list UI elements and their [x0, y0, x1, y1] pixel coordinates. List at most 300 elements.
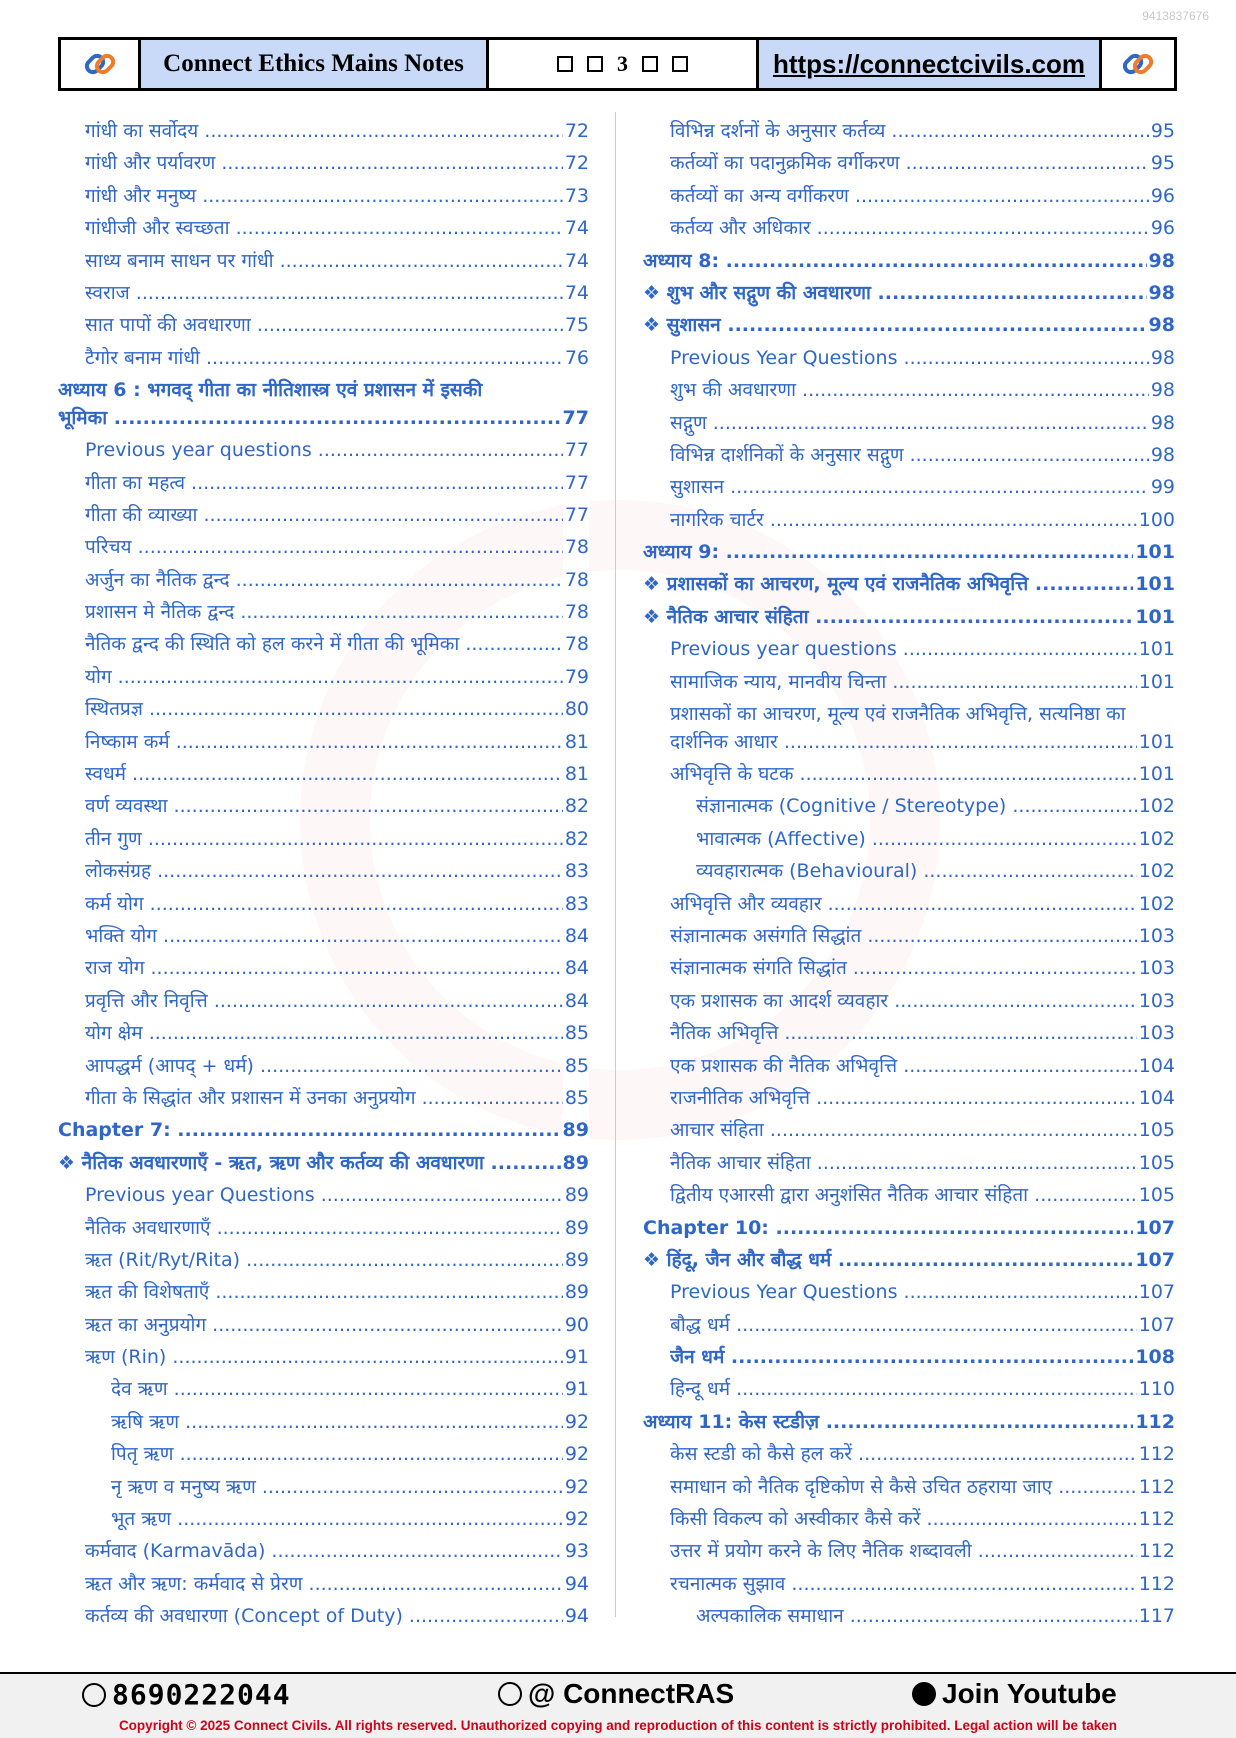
toc-entry[interactable] [643, 1471, 1175, 1503]
toc-entry[interactable] [643, 180, 1175, 212]
toc-entry-title: ऋण (Rin) ..... [85, 1341, 589, 1373]
toc-entry[interactable] [643, 1373, 1175, 1405]
toc-entry-title: नैतिक आचार संहिता ..... [670, 1147, 1175, 1179]
toc-entry[interactable] [643, 277, 1175, 309]
toc-entry-page: 83 [563, 888, 589, 920]
toc-entry[interactable] [58, 531, 589, 563]
toc-entry-title: सात पापों की अवधारणा ..... [85, 309, 589, 341]
toc-entry-title: नृ ऋण व मनुष्य ऋण ..... [111, 1471, 589, 1503]
toc-entry[interactable] [643, 1535, 1175, 1567]
toc-entry-title: Previous Year Questions ..... [670, 342, 1175, 374]
toc-entry-page: 91 [563, 1341, 589, 1373]
toc-entry[interactable] [58, 855, 589, 887]
toc-entry-page: 82 [563, 790, 589, 822]
toc-entry-title: गांधीजी और स्वच्छता ..... [85, 212, 589, 244]
toc-entry[interactable] [643, 1017, 1175, 1049]
toc-entry[interactable] [643, 1309, 1175, 1341]
toc-entry-page: 84 [563, 985, 589, 1017]
toc-entry[interactable] [643, 245, 1175, 277]
toc-entry-title: ऋत की विशेषताएँ ..... [85, 1276, 589, 1308]
toc-entry[interactable] [643, 985, 1175, 1017]
toc-entry[interactable] [643, 1082, 1175, 1114]
toc-entry[interactable] [58, 823, 589, 855]
logo-left [61, 40, 141, 88]
toc-entry-page: 103 [1137, 952, 1175, 984]
toc-entry-page: 98 [1147, 245, 1175, 277]
toc-entry-page: 103 [1137, 920, 1175, 952]
toc-entry-page: 101 [1137, 728, 1175, 756]
toc-entry-page: 78 [563, 628, 589, 660]
toc-entry-page: 96 [1149, 180, 1175, 212]
toc-entry[interactable] [643, 212, 1175, 244]
toc-entry-title: केस स्टडी को कैसे हल करें ..... [670, 1438, 1175, 1470]
toc-entry[interactable] [58, 180, 589, 212]
toc-entry[interactable] [643, 374, 1175, 406]
toc-entry[interactable] [58, 147, 589, 179]
toc-entry-title: टैगोर बनाम गांधी ..... [85, 342, 589, 374]
toc-entry-page: 78 [563, 531, 589, 563]
toc-entry[interactable] [643, 888, 1175, 920]
toc-entry[interactable] [58, 952, 589, 984]
toc-entry-page: 92 [563, 1406, 589, 1438]
toc-entry-title: किसी विकल्प को अस्वीकार कैसे करें ..... [670, 1503, 1175, 1535]
toc-entry-page: 102 [1137, 855, 1175, 887]
logo-right [1102, 40, 1174, 88]
toc-entry-page: 79 [563, 661, 589, 693]
toc-entry[interactable] [58, 628, 589, 660]
toc-entry[interactable] [643, 1341, 1175, 1373]
toc-entry-title: प्रवृत्ति और निवृत्ति ..... [85, 985, 589, 1017]
toc-entry-page: 112 [1137, 1438, 1175, 1470]
toc-entry[interactable] [58, 342, 589, 374]
toc-entry[interactable] [643, 855, 1175, 887]
toc-entry[interactable] [58, 1309, 589, 1341]
square-glyph [642, 56, 658, 72]
toc-entry-title: गीता की व्याख्या ..... [85, 499, 589, 531]
page-number-cell [489, 40, 759, 88]
toc-entry[interactable] [58, 1503, 589, 1535]
telegram-icon [498, 1682, 522, 1706]
toc-entry[interactable] [643, 1438, 1175, 1470]
toc-entry-page: 101 [1133, 536, 1175, 568]
toc-entry[interactable] [643, 1212, 1175, 1244]
toc-entry-title: ऋत का अनुप्रयोग ..... [85, 1309, 589, 1341]
toc-entry[interactable] [58, 1568, 589, 1600]
toc-entry-title: आपद्धर्म (आपद् + धर्म) ..... [85, 1050, 589, 1082]
toc-entry-title: स्वधर्म ..... [85, 758, 589, 790]
toc-entry-title: व्यवहारात्मक (Behavioural) ..... [696, 855, 1175, 887]
toc-entry[interactable] [58, 499, 589, 531]
toc-entry[interactable] [643, 790, 1175, 822]
toc-entry-title: जैन धर्म ..... [670, 1341, 1175, 1373]
document-id: 9413837676 [1142, 9, 1209, 23]
toc-entry[interactable] [58, 985, 589, 1017]
toc-entry-page: 98 [1149, 374, 1175, 406]
toc-entry[interactable] [58, 1050, 589, 1082]
toc-left-column [58, 115, 589, 1633]
toc-entry-page: 77 [563, 434, 589, 466]
toc-entry-title: अर्जुन का नैतिक द्वन्द ..... [85, 564, 589, 596]
toc-entry-page: 103 [1137, 1017, 1175, 1049]
toc-entry[interactable] [58, 726, 589, 758]
toc-entry[interactable] [58, 1406, 589, 1438]
toc-entry-title: रचनात्मक सुझाव ..... [670, 1568, 1175, 1600]
toc-entry[interactable] [643, 952, 1175, 984]
toc-entry-title: परिचय ..... [85, 531, 589, 563]
youtube-icon [912, 1682, 936, 1706]
toc-entry[interactable] [58, 212, 589, 244]
toc-entry[interactable] [58, 467, 589, 499]
toc-entry-title: अध्याय 11: केस स्टडीज़ ..... [643, 1406, 1175, 1438]
toc-entry[interactable] [643, 698, 1175, 758]
toc-entry-page: 101 [1133, 568, 1175, 600]
toc-entry-page: 102 [1137, 790, 1175, 822]
toc-entry-title: प्रशासन मे नैतिक द्वन्द ..... [85, 596, 589, 628]
toc-entry-page: 73 [563, 180, 589, 212]
toc-entry-page: 94 [563, 1568, 589, 1600]
toc-entry[interactable] [58, 1341, 589, 1373]
toc-entry-title: संज्ञानात्मक (Cognitive / Stereotype) ..... [696, 790, 1175, 822]
toc-entry-page: 105 [1137, 1147, 1175, 1179]
toc-entry-page: 81 [563, 758, 589, 790]
toc-entry-title: संज्ञानात्मक असंगति सिद्धांत ..... [670, 920, 1175, 952]
toc-entry-title: नागरिक चार्टर ..... [670, 504, 1175, 536]
toc-entry[interactable] [643, 601, 1175, 633]
toc-entry-page: 95 [1149, 115, 1175, 147]
toc-entry-page: 72 [563, 115, 589, 147]
toc-entry-page: 101 [1133, 601, 1175, 633]
toc-entry[interactable] [643, 1050, 1175, 1082]
toc-entry[interactable] [643, 1147, 1175, 1179]
toc-entry[interactable] [58, 1471, 589, 1503]
toc-entry-page: 78 [563, 596, 589, 628]
toc-entry-page: 89 [563, 1244, 589, 1276]
telegram-contact[interactable] [498, 1678, 734, 1710]
toc-entry[interactable] [58, 115, 589, 147]
toc-entry-page: 99 [1149, 471, 1175, 503]
toc-entry-title: अध्याय 8: ..... [643, 245, 1175, 277]
toc-entry-page: 98 [1149, 342, 1175, 374]
toc-entry-page: 89 [563, 1276, 589, 1308]
toc-entry-title: ❖ नैतिक अवधारणाएँ - ऋत, ऋण और कर्तव्य की अवधारणा ..... [58, 1147, 589, 1179]
toc-entry[interactable] [643, 920, 1175, 952]
toc-entry-title: कर्तव्यों का पदानुक्रमिक वर्गीकरण ..... [670, 147, 1175, 179]
toc-entry[interactable] [58, 1082, 589, 1114]
toc-entry-page: 103 [1137, 985, 1175, 1017]
phone-number: 8690222044 [112, 1678, 291, 1711]
toc-entry-title: संज्ञानात्मक संगति सिद्धांत ..... [670, 952, 1175, 984]
toc-entry-title: ❖ नैतिक आचार संहिता ..... [643, 601, 1175, 633]
toc-entry-page: 107 [1137, 1309, 1175, 1341]
toc-entry-title: Previous year questions ..... [85, 434, 589, 466]
toc-entry-page: 107 [1133, 1212, 1175, 1244]
toc-entry[interactable] [643, 1568, 1175, 1600]
toc-entry-title: स्वराज ..... [85, 277, 589, 309]
toc-entry-page: 108 [1133, 1341, 1175, 1373]
toc-entry[interactable] [643, 471, 1175, 503]
toc-entry[interactable] [643, 568, 1175, 600]
toc-entry-title: सामाजिक न्याय, मानवीय चिन्ता ..... [670, 666, 1175, 698]
toc-entry-title: अभिवृत्ति और व्यवहार ..... [670, 888, 1175, 920]
toc-entry-page: 112 [1137, 1471, 1175, 1503]
square-glyph [587, 56, 603, 72]
toc-entry-title: राजनीतिक अभिवृत्ति ..... [670, 1082, 1175, 1114]
toc-entry[interactable] [58, 1276, 589, 1308]
toc-entry-page: 74 [563, 245, 589, 277]
toc-entry-title: Previous year Questions ..... [85, 1179, 589, 1211]
toc-entry-title: उत्तर में प्रयोग करने के लिए नैतिक शब्दावली ..... [670, 1535, 1175, 1567]
toc-entry[interactable] [58, 1179, 589, 1211]
toc-entry[interactable] [58, 434, 589, 466]
toc-entry[interactable] [58, 1212, 589, 1244]
toc-entry-title: राज योग ..... [85, 952, 589, 984]
toc-entry-title: ऋषि ऋण ..... [111, 1406, 589, 1438]
page-header [58, 37, 1177, 91]
toc-entry-page: 80 [563, 693, 589, 725]
toc-entry-title: विभिन्न दर्शनों के अनुसार कर्तव्य ..... [670, 115, 1175, 147]
toc-entry-title: आचार संहिता ..... [670, 1114, 1175, 1146]
toc-entry-page: 77 [561, 404, 589, 432]
toc-entry-title: ❖ प्रशासकों का आचरण, मूल्य एवं राजनैतिक अभिवृत्ति ..... [643, 568, 1175, 600]
toc-entry-title: लोकसंग्रह ..... [85, 855, 589, 887]
toc-entry-title: विभिन्न दार्शनिकों के अनुसार सद्गुण ..... [670, 439, 1175, 471]
toc-entry[interactable] [643, 147, 1175, 179]
toc-entry-title: गांधी और मनुष्य ..... [85, 180, 589, 212]
toc-entry[interactable] [58, 245, 589, 277]
toc-entry[interactable] [643, 1503, 1175, 1535]
toc-entry-page: 89 [561, 1147, 589, 1179]
toc-entry[interactable] [58, 920, 589, 952]
toc-entry-page: 107 [1133, 1244, 1175, 1276]
toc-entry-page: 72 [563, 147, 589, 179]
toc-entry[interactable] [58, 1438, 589, 1470]
toc-entry-title: योग ..... [85, 661, 589, 693]
toc-entry[interactable] [643, 1276, 1175, 1308]
column-divider [615, 112, 616, 1617]
toc-entry-title: शुभ की अवधारणा ..... [670, 374, 1175, 406]
toc-entry-page: 107 [1137, 1276, 1175, 1308]
toc-entry[interactable] [58, 693, 589, 725]
toc-entry[interactable] [58, 1017, 589, 1049]
toc-entry[interactable] [643, 504, 1175, 536]
toc-entry-title: कर्तव्यों का अन्य वर्गीकरण ..... [670, 180, 1175, 212]
toc-entry-page: 101 [1137, 666, 1175, 698]
toc-entry-page: 83 [563, 855, 589, 887]
toc-entry-page: 74 [563, 212, 589, 244]
toc-entry-title: गीता के सिद्धांत और प्रशासन में उनका अनुप्रयोग ..... [85, 1082, 589, 1114]
toc-entry-title: निष्काम कर्म ..... [85, 726, 589, 758]
toc-entry-title: ऋत (Rit/Ryt/Rita) ..... [85, 1244, 589, 1276]
toc-entry-page: 95 [1149, 147, 1175, 179]
toc-entry-title-line2: भूमिका ..... [58, 404, 589, 432]
toc-entry-page: 82 [563, 823, 589, 855]
toc-entry-page: 100 [1137, 504, 1175, 536]
toc-entry-title: ❖ हिंदू, जैन और बौद्ध धर्म ..... [643, 1244, 1175, 1276]
toc-entry-page: 112 [1137, 1503, 1175, 1535]
toc-entry[interactable] [58, 1373, 589, 1405]
toc-entry-title: तीन गुण ..... [85, 823, 589, 855]
toc-entry-title: Previous Year Questions ..... [670, 1276, 1175, 1308]
telegram-handle: @ ConnectRAS [528, 1678, 735, 1709]
toc-entry[interactable] [643, 666, 1175, 698]
toc-entry-title: हिन्दू धर्म ..... [670, 1373, 1175, 1405]
website-link[interactable] [759, 40, 1102, 88]
toc-entry[interactable] [643, 342, 1175, 374]
toc-entry[interactable] [58, 1600, 589, 1632]
toc-entry-page: 112 [1137, 1535, 1175, 1567]
toc-entry-page: 104 [1137, 1050, 1175, 1082]
toc-entry-page: 89 [561, 1114, 589, 1146]
toc-entry-title: नैतिक अवधारणाएँ ..... [85, 1212, 589, 1244]
toc-entry[interactable] [58, 374, 589, 434]
toc-entry-page: 77 [563, 467, 589, 499]
toc-entry-page: 93 [563, 1535, 589, 1567]
toc-entry[interactable] [643, 823, 1175, 855]
toc-entry-title: बौद्ध धर्म ..... [670, 1309, 1175, 1341]
toc-entry[interactable] [58, 596, 589, 628]
toc-entry-title: गीता का महत्व ..... [85, 467, 589, 499]
toc-entry-title: देव ऋण ..... [111, 1373, 589, 1405]
toc-entry-page: 92 [563, 1503, 589, 1535]
toc-entry[interactable] [58, 790, 589, 822]
toc-entry-page: 110 [1137, 1373, 1175, 1405]
toc-entry[interactable] [58, 1114, 589, 1146]
toc-entry-title: गांधी और पर्यावरण ..... [85, 147, 589, 179]
toc-entry[interactable] [643, 1406, 1175, 1438]
copyright-notice: Copyright © 2025 Connect Civils. All rights reserved. Unauthorized copying and reproduction of this content is strictly prohibited. Legal action will be taken [118, 1718, 1118, 1733]
youtube-link[interactable] [912, 1678, 1117, 1710]
toc-entry[interactable] [58, 1244, 589, 1276]
toc-entry[interactable] [643, 633, 1175, 665]
toc-entry-title: भूत ऋण ..... [111, 1503, 589, 1535]
header-title: Connect Ethics Mains Notes [141, 40, 489, 88]
toc-entry-title: अभिवृत्ति के घटक ..... [670, 758, 1175, 790]
square-glyph [672, 56, 688, 72]
youtube-label: Join Youtube [942, 1678, 1117, 1709]
toc-entry-page: 85 [563, 1017, 589, 1049]
toc-entry[interactable] [643, 1244, 1175, 1276]
toc-entry-title: भक्ति योग ..... [85, 920, 589, 952]
toc-entry-title: स्थितप्रज्ञ ..... [85, 693, 589, 725]
toc-entry-page: 91 [563, 1373, 589, 1405]
toc-entry-page: 89 [563, 1179, 589, 1211]
toc-entry-title: Chapter 10: ..... [643, 1212, 1175, 1244]
toc-entry-page: 112 [1137, 1568, 1175, 1600]
toc-entry-page: 85 [563, 1050, 589, 1082]
toc-entry[interactable] [58, 1535, 589, 1567]
toc-entry-title: कर्तव्य की अवधारणा (Concept of Duty) ..... [85, 1600, 589, 1632]
toc-entry[interactable] [643, 115, 1175, 147]
link-icon [1118, 44, 1158, 84]
toc-entry-page: 92 [563, 1471, 589, 1503]
toc-entry[interactable] [643, 758, 1175, 790]
toc-entry[interactable] [58, 1147, 589, 1179]
toc-entry-title: कर्तव्य और अधिकार ..... [670, 212, 1175, 244]
link-icon [80, 44, 120, 84]
toc-entry-page: 84 [563, 952, 589, 984]
toc-entry-title: ❖ शुभ और सद्गुण की अवधारणा ..... [643, 277, 1175, 309]
toc-entry-page: 101 [1137, 758, 1175, 790]
phone-contact[interactable] [82, 1678, 291, 1711]
toc-entry-page: 96 [1149, 212, 1175, 244]
page-number: 3 [617, 51, 628, 76]
toc-entry-page: 117 [1137, 1600, 1175, 1632]
toc-entry[interactable] [643, 1114, 1175, 1146]
toc-entry-page: 84 [563, 920, 589, 952]
square-glyph [557, 56, 573, 72]
toc-entry-title: योग क्षेम ..... [85, 1017, 589, 1049]
toc-entry-title: सद्गुण ..... [670, 407, 1175, 439]
toc-entry[interactable] [643, 439, 1175, 471]
toc-entry-page: 112 [1133, 1406, 1175, 1438]
toc-entry-page: 105 [1137, 1114, 1175, 1146]
toc-entry[interactable] [58, 661, 589, 693]
toc-entry-page: 101 [1137, 633, 1175, 665]
toc-entry-page: 104 [1137, 1082, 1175, 1114]
toc-right-column [643, 115, 1175, 1633]
toc-entry-title: समाधान को नैतिक दृष्टिकोण से कैसे उचित ठहराया जाए ..... [670, 1471, 1175, 1503]
toc-entry-title: नैतिक द्वन्द की स्थिति को हल करने में गीता की भूमिका ..... [85, 628, 589, 660]
toc-entry-page: 74 [563, 277, 589, 309]
toc-entry-title: नैतिक अभिवृत्ति ..... [670, 1017, 1175, 1049]
toc-entry[interactable] [643, 1179, 1175, 1211]
toc-entry-page: 98 [1147, 309, 1175, 341]
toc-entry-title-line2: दार्शनिक आधार ..... [670, 728, 1175, 756]
toc-entry-title: द्वितीय एआरसी द्वारा अनुशंसित नैतिक आचार संहिता ..... [670, 1179, 1175, 1211]
toc-entry[interactable] [643, 1600, 1175, 1632]
toc-entry-page: 89 [563, 1212, 589, 1244]
toc-entry-title: गांधी का सर्वोदय ..... [85, 115, 589, 147]
toc-entry-title: एक प्रशासक का आदर्श व्यवहार ..... [670, 985, 1175, 1017]
phone-icon [82, 1683, 106, 1707]
website-url[interactable]: https://connectcivils.com [772, 48, 1086, 79]
toc-entry-title: ❖ सुशासन ..... [643, 309, 1175, 341]
toc-entry-page: 75 [563, 309, 589, 341]
toc-entry-title: भावात्मक (Affective) ..... [696, 823, 1175, 855]
toc-entry-title: पितृ ऋण ..... [111, 1438, 589, 1470]
toc-entry-page: 98 [1149, 407, 1175, 439]
toc-entry-page: 78 [563, 564, 589, 596]
toc-entry-page: 81 [563, 726, 589, 758]
toc-entry[interactable] [58, 277, 589, 309]
toc-entry[interactable] [58, 888, 589, 920]
toc-entry-page: 102 [1137, 823, 1175, 855]
toc-entry-page: 102 [1137, 888, 1175, 920]
toc-entry-title: Chapter 7: ..... [58, 1114, 589, 1146]
toc-entry-title: वर्ण व्यवस्था ..... [85, 790, 589, 822]
toc-entry-page: 92 [563, 1438, 589, 1470]
page-footer [0, 1672, 1236, 1738]
toc-entry-title: ऋत और ऋण: कर्मवाद से प्रेरण ..... [85, 1568, 589, 1600]
toc-entry-page: 85 [563, 1082, 589, 1114]
toc-entry-title: Previous year questions ..... [670, 633, 1175, 665]
toc-entry-title-line1: अध्याय 6 : भगवद् गीता का नीतिशास्त्र एवं प्रशासन में इसकी [58, 379, 483, 402]
toc-entry-page: 90 [563, 1309, 589, 1341]
toc-entry-title: कर्मवाद (Karmavāda) ..... [85, 1535, 589, 1567]
toc-entry-page: 94 [563, 1600, 589, 1632]
toc-entry[interactable] [58, 758, 589, 790]
toc-entry[interactable] [643, 309, 1175, 341]
toc-entry-page: 76 [563, 342, 589, 374]
toc-entry[interactable] [58, 564, 589, 596]
toc-entry[interactable] [58, 309, 589, 341]
toc-entry-title: अध्याय 9: ..... [643, 536, 1175, 568]
toc-entry-title-line1: प्रशासकों का आचरण, मूल्य एवं राजनैतिक अभिवृत्ति, सत्यनिष्ठा का [670, 703, 1126, 726]
toc-entry-title: अल्पकालिक समाधान ..... [696, 1600, 1175, 1632]
toc-entry-page: 77 [563, 499, 589, 531]
toc-entry[interactable] [643, 536, 1175, 568]
toc-entry[interactable] [643, 407, 1175, 439]
